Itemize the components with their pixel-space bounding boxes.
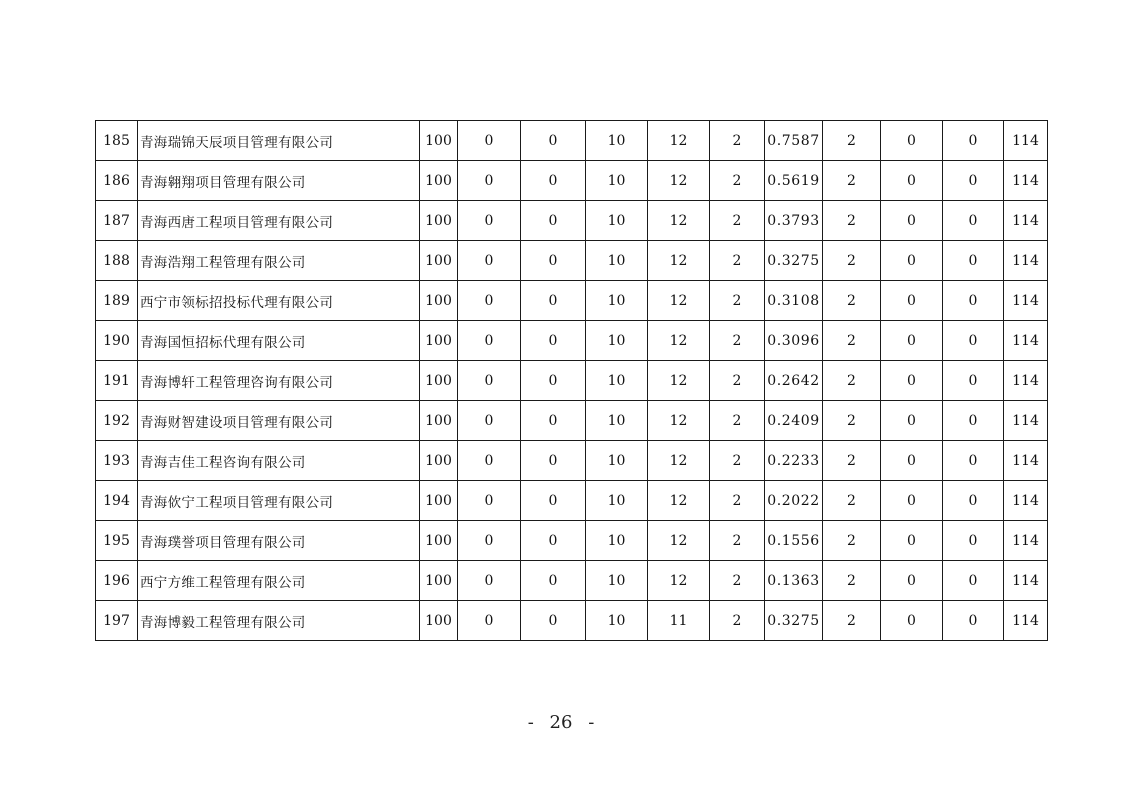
cell-company-name: 西宁市领标招投标代理有限公司	[138, 281, 420, 321]
cell-col-5: 12	[648, 481, 710, 521]
cell-col-10: 0	[943, 601, 1004, 641]
cell-col-7: 0.2022	[765, 481, 823, 521]
cell-number: 192	[96, 401, 138, 441]
table-row	[96, 361, 1048, 401]
cell-col-10: 0	[943, 161, 1004, 201]
cell-number: 195	[96, 521, 138, 561]
cell-col-11: 114	[1004, 321, 1048, 361]
cell-col-9: 0	[881, 561, 943, 601]
cell-col-7: 0.5619	[765, 161, 823, 201]
cell-col-5: 12	[648, 441, 710, 481]
cell-company-name: 青海瑞锦天辰项目管理有限公司	[138, 121, 420, 161]
cell-col-6: 2	[710, 241, 765, 281]
cell-col-3: 0	[521, 561, 586, 601]
cell-col-9: 0	[881, 601, 943, 641]
cell-col-10: 0	[943, 401, 1004, 441]
cell-col-6: 2	[710, 561, 765, 601]
cell-col-3: 0	[521, 521, 586, 561]
cell-col-9: 0	[881, 121, 943, 161]
table-body	[96, 121, 1048, 641]
table-row	[96, 321, 1048, 361]
cell-number: 194	[96, 481, 138, 521]
cell-col-4: 10	[586, 441, 648, 481]
cell-col-10: 0	[943, 321, 1004, 361]
page-number: 26	[549, 712, 573, 733]
cell-col-7: 0.3793	[765, 201, 823, 241]
cell-number: 188	[96, 241, 138, 281]
cell-col-2: 0	[458, 401, 521, 441]
cell-col-3: 0	[521, 481, 586, 521]
footer-dash-left: -	[527, 712, 534, 733]
cell-col-1: 100	[420, 401, 458, 441]
cell-company-name: 青海吉佳工程咨询有限公司	[138, 441, 420, 481]
cell-col-8: 2	[823, 481, 881, 521]
cell-col-7: 0.3096	[765, 321, 823, 361]
cell-company-name: 青海璞誉项目管理有限公司	[138, 521, 420, 561]
cell-col-4: 10	[586, 281, 648, 321]
cell-col-3: 0	[521, 161, 586, 201]
cell-col-10: 0	[943, 441, 1004, 481]
cell-col-3: 0	[521, 321, 586, 361]
cell-col-7: 0.2409	[765, 401, 823, 441]
table-row	[96, 521, 1048, 561]
cell-col-2: 0	[458, 161, 521, 201]
cell-col-7: 0.2642	[765, 361, 823, 401]
cell-company-name: 青海翱翔项目管理有限公司	[138, 161, 420, 201]
cell-col-1: 100	[420, 441, 458, 481]
cell-number: 187	[96, 201, 138, 241]
cell-col-5: 11	[648, 601, 710, 641]
cell-col-9: 0	[881, 281, 943, 321]
cell-company-name: 西宁方维工程管理有限公司	[138, 561, 420, 601]
cell-col-4: 10	[586, 201, 648, 241]
cell-number: 185	[96, 121, 138, 161]
cell-col-3: 0	[521, 201, 586, 241]
cell-col-6: 2	[710, 121, 765, 161]
cell-col-8: 2	[823, 441, 881, 481]
cell-col-3: 0	[521, 441, 586, 481]
table-row	[96, 121, 1048, 161]
cell-col-6: 2	[710, 201, 765, 241]
cell-col-8: 2	[823, 321, 881, 361]
cell-col-1: 100	[420, 521, 458, 561]
cell-col-9: 0	[881, 401, 943, 441]
cell-col-8: 2	[823, 161, 881, 201]
cell-company-name: 青海博轩工程管理咨询有限公司	[138, 361, 420, 401]
table-row	[96, 201, 1048, 241]
cell-col-2: 0	[458, 481, 521, 521]
cell-col-3: 0	[521, 401, 586, 441]
cell-col-2: 0	[458, 561, 521, 601]
cell-col-9: 0	[881, 361, 943, 401]
cell-col-5: 12	[648, 561, 710, 601]
table-row	[96, 441, 1048, 481]
cell-col-9: 0	[881, 161, 943, 201]
cell-col-1: 100	[420, 241, 458, 281]
cell-col-8: 2	[823, 121, 881, 161]
cell-col-2: 0	[458, 201, 521, 241]
cell-col-1: 100	[420, 321, 458, 361]
cell-col-7: 0.3275	[765, 601, 823, 641]
cell-company-name: 青海浩翔工程管理有限公司	[138, 241, 420, 281]
cell-col-10: 0	[943, 561, 1004, 601]
cell-col-2: 0	[458, 121, 521, 161]
cell-col-5: 12	[648, 161, 710, 201]
cell-col-8: 2	[823, 241, 881, 281]
cell-col-4: 10	[586, 361, 648, 401]
score-table	[95, 120, 1048, 641]
cell-col-5: 12	[648, 321, 710, 361]
cell-col-1: 100	[420, 601, 458, 641]
cell-col-11: 114	[1004, 121, 1048, 161]
cell-col-2: 0	[458, 321, 521, 361]
cell-col-6: 2	[710, 601, 765, 641]
cell-col-6: 2	[710, 161, 765, 201]
cell-col-9: 0	[881, 321, 943, 361]
cell-number: 186	[96, 161, 138, 201]
cell-col-11: 114	[1004, 601, 1048, 641]
cell-col-11: 114	[1004, 161, 1048, 201]
cell-col-10: 0	[943, 521, 1004, 561]
cell-col-2: 0	[458, 441, 521, 481]
cell-col-2: 0	[458, 521, 521, 561]
cell-col-6: 2	[710, 441, 765, 481]
cell-company-name: 青海国恒招标代理有限公司	[138, 321, 420, 361]
cell-col-11: 114	[1004, 481, 1048, 521]
cell-col-7: 0.2233	[765, 441, 823, 481]
table-row	[96, 161, 1048, 201]
table-row	[96, 481, 1048, 521]
cell-col-6: 2	[710, 281, 765, 321]
table-row	[96, 601, 1048, 641]
table-row	[96, 401, 1048, 441]
cell-col-4: 10	[586, 161, 648, 201]
cell-col-6: 2	[710, 361, 765, 401]
cell-col-8: 2	[823, 281, 881, 321]
cell-col-7: 0.3275	[765, 241, 823, 281]
cell-col-8: 2	[823, 361, 881, 401]
cell-col-7: 0.1556	[765, 521, 823, 561]
cell-col-11: 114	[1004, 201, 1048, 241]
cell-col-5: 12	[648, 521, 710, 561]
cell-col-10: 0	[943, 361, 1004, 401]
page-footer	[0, 712, 1122, 733]
cell-col-5: 12	[648, 241, 710, 281]
cell-col-4: 10	[586, 561, 648, 601]
cell-number: 190	[96, 321, 138, 361]
cell-col-8: 2	[823, 401, 881, 441]
cell-col-9: 0	[881, 201, 943, 241]
cell-col-3: 0	[521, 121, 586, 161]
table-row	[96, 561, 1048, 601]
cell-col-6: 2	[710, 401, 765, 441]
cell-col-2: 0	[458, 241, 521, 281]
cell-col-10: 0	[943, 241, 1004, 281]
cell-col-5: 12	[648, 361, 710, 401]
cell-col-9: 0	[881, 441, 943, 481]
cell-col-6: 2	[710, 481, 765, 521]
cell-col-11: 114	[1004, 561, 1048, 601]
cell-col-1: 100	[420, 481, 458, 521]
cell-col-10: 0	[943, 281, 1004, 321]
cell-company-name: 青海佽宁工程项目管理有限公司	[138, 481, 420, 521]
cell-col-4: 10	[586, 241, 648, 281]
cell-col-8: 2	[823, 201, 881, 241]
cell-col-4: 10	[586, 121, 648, 161]
cell-col-1: 100	[420, 281, 458, 321]
cell-col-9: 0	[881, 481, 943, 521]
cell-col-1: 100	[420, 201, 458, 241]
cell-number: 191	[96, 361, 138, 401]
cell-col-11: 114	[1004, 441, 1048, 481]
table-row	[96, 281, 1048, 321]
cell-col-11: 114	[1004, 401, 1048, 441]
cell-col-7: 0.7587	[765, 121, 823, 161]
cell-col-4: 10	[586, 401, 648, 441]
cell-col-11: 114	[1004, 521, 1048, 561]
cell-col-3: 0	[521, 601, 586, 641]
footer-dash-right: -	[588, 712, 595, 733]
cell-col-6: 2	[710, 321, 765, 361]
cell-col-1: 100	[420, 361, 458, 401]
cell-col-9: 0	[881, 241, 943, 281]
cell-col-5: 12	[648, 121, 710, 161]
table-row	[96, 241, 1048, 281]
cell-col-3: 0	[521, 241, 586, 281]
cell-col-1: 100	[420, 561, 458, 601]
cell-col-5: 12	[648, 201, 710, 241]
cell-company-name: 青海博毅工程管理有限公司	[138, 601, 420, 641]
cell-number: 196	[96, 561, 138, 601]
cell-col-8: 2	[823, 561, 881, 601]
cell-col-1: 100	[420, 161, 458, 201]
cell-col-4: 10	[586, 481, 648, 521]
cell-col-6: 2	[710, 521, 765, 561]
cell-col-4: 10	[586, 601, 648, 641]
cell-col-4: 10	[586, 521, 648, 561]
cell-col-2: 0	[458, 281, 521, 321]
cell-number: 193	[96, 441, 138, 481]
cell-col-10: 0	[943, 201, 1004, 241]
cell-col-4: 10	[586, 321, 648, 361]
cell-col-3: 0	[521, 281, 586, 321]
cell-col-10: 0	[943, 121, 1004, 161]
cell-col-1: 100	[420, 121, 458, 161]
cell-col-11: 114	[1004, 361, 1048, 401]
cell-col-2: 0	[458, 361, 521, 401]
cell-number: 197	[96, 601, 138, 641]
cell-number: 189	[96, 281, 138, 321]
cell-col-8: 2	[823, 601, 881, 641]
cell-col-10: 0	[943, 481, 1004, 521]
cell-col-11: 114	[1004, 281, 1048, 321]
cell-col-2: 0	[458, 601, 521, 641]
cell-col-5: 12	[648, 281, 710, 321]
cell-col-11: 114	[1004, 241, 1048, 281]
cell-company-name: 青海财智建设项目管理有限公司	[138, 401, 420, 441]
cell-col-8: 2	[823, 521, 881, 561]
cell-col-7: 0.3108	[765, 281, 823, 321]
cell-col-7: 0.1363	[765, 561, 823, 601]
cell-company-name: 青海西唐工程项目管理有限公司	[138, 201, 420, 241]
cell-col-3: 0	[521, 361, 586, 401]
cell-col-5: 12	[648, 401, 710, 441]
cell-col-9: 0	[881, 521, 943, 561]
